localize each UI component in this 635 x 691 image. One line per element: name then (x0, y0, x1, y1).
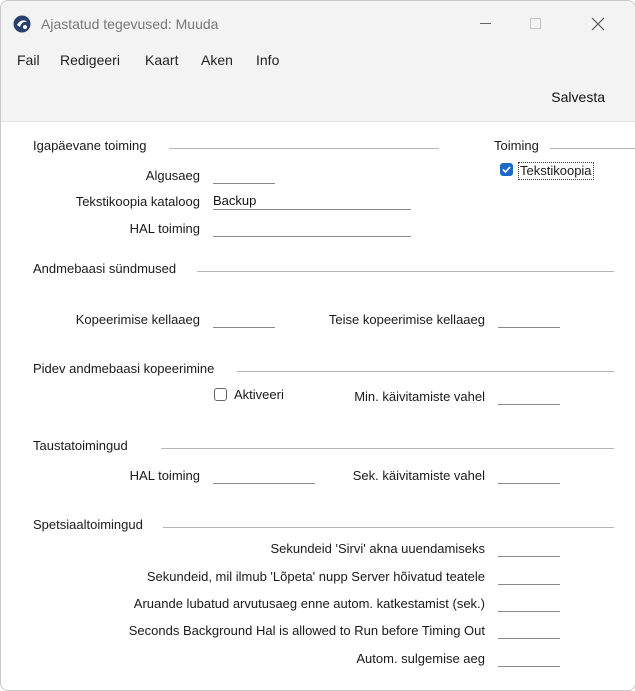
special-row-field[interactable] (498, 622, 560, 639)
menu-window[interactable]: Aken (201, 52, 233, 68)
title-bar[interactable] (1, 1, 635, 47)
save-button[interactable]: Salvesta (551, 89, 605, 105)
section-db-events-heading: Andmebaasi sündmused (33, 261, 177, 276)
bg-hal-action-label: HAL toiming (129, 468, 200, 483)
hal-action-field[interactable] (213, 220, 411, 237)
activate-checkbox[interactable] (214, 388, 227, 401)
minimize-icon (480, 23, 492, 25)
section-special-heading: Spetsiaaltoimingud (33, 517, 143, 532)
menu-bar (1, 47, 635, 75)
section-action-heading: Toiming (494, 138, 539, 153)
section-daily-heading: Igapäevane toiming (33, 138, 147, 153)
section-background-heading: Taustatoimingud (33, 438, 128, 453)
menu-info[interactable]: Info (256, 52, 280, 68)
close-button[interactable] (575, 9, 621, 39)
section-divider (550, 148, 635, 149)
second-copy-time-field[interactable] (498, 311, 560, 328)
section-divider (197, 271, 614, 272)
menu-file[interactable]: Fail (17, 52, 40, 68)
section-divider (161, 448, 614, 449)
special-row-label: Seconds Background Hal is allowed to Run before Timing Out (128, 623, 485, 638)
app-icon (13, 15, 31, 33)
toolbar (1, 75, 635, 122)
section-divider (237, 371, 614, 372)
menu-card[interactable]: Kaart (145, 52, 179, 68)
special-row-field[interactable] (498, 568, 560, 585)
section-continuous-heading: Pidev andmebaasi kopeerimine (33, 361, 215, 376)
sec-between-field[interactable] (498, 467, 560, 484)
checkmark-icon (501, 164, 512, 175)
section-divider (169, 148, 439, 149)
text-copy-dir-field[interactable]: Backup (213, 193, 411, 210)
maximize-button[interactable] (513, 9, 559, 39)
special-row-field[interactable] (498, 650, 560, 667)
special-row-label: Sekundeid, mil ilmub 'Lõpeta' nupp Server hõivatud teatele (146, 569, 485, 584)
text-copy-checkbox[interactable] (500, 163, 513, 176)
special-row-field[interactable] (498, 540, 560, 557)
special-row-label: Aruande lubatud arvutusaeg enne autom. katkestamist (sek.) (133, 596, 485, 611)
minimize-button[interactable] (463, 9, 509, 39)
close-icon (591, 17, 605, 31)
text-copy-label[interactable]: Tekstikoopia (520, 163, 592, 178)
special-row-label: Sekundeid 'Sirvi' akna uuendamiseks (270, 541, 485, 556)
special-row-field[interactable] (498, 595, 560, 612)
text-copy-dir-label: Tekstikoopia kataloog (75, 194, 200, 209)
sec-between-label: Sek. käivitamiste vahel (352, 468, 485, 483)
section-divider (163, 527, 614, 528)
window-title: Ajastatud tegevused: Muuda (41, 16, 219, 32)
min-between-field[interactable] (498, 388, 560, 405)
bg-hal-action-field[interactable] (213, 467, 315, 484)
special-row-label: Autom. sulgemise aeg (356, 651, 485, 666)
min-between-label: Min. käivitamiste vahel (354, 389, 485, 404)
copy-time-field[interactable] (213, 311, 275, 328)
second-copy-time-label: Teise kopeerimise kellaaeg (328, 312, 485, 327)
start-time-label: Algusaeg (145, 168, 200, 183)
activate-label[interactable]: Aktiveeri (234, 387, 284, 402)
hal-action-label: HAL toiming (129, 221, 200, 236)
start-time-field[interactable] (213, 167, 275, 184)
menu-edit[interactable]: Redigeeri (60, 52, 120, 68)
maximize-icon (530, 18, 542, 30)
copy-time-label: Kopeerimise kellaaeg (75, 312, 200, 327)
